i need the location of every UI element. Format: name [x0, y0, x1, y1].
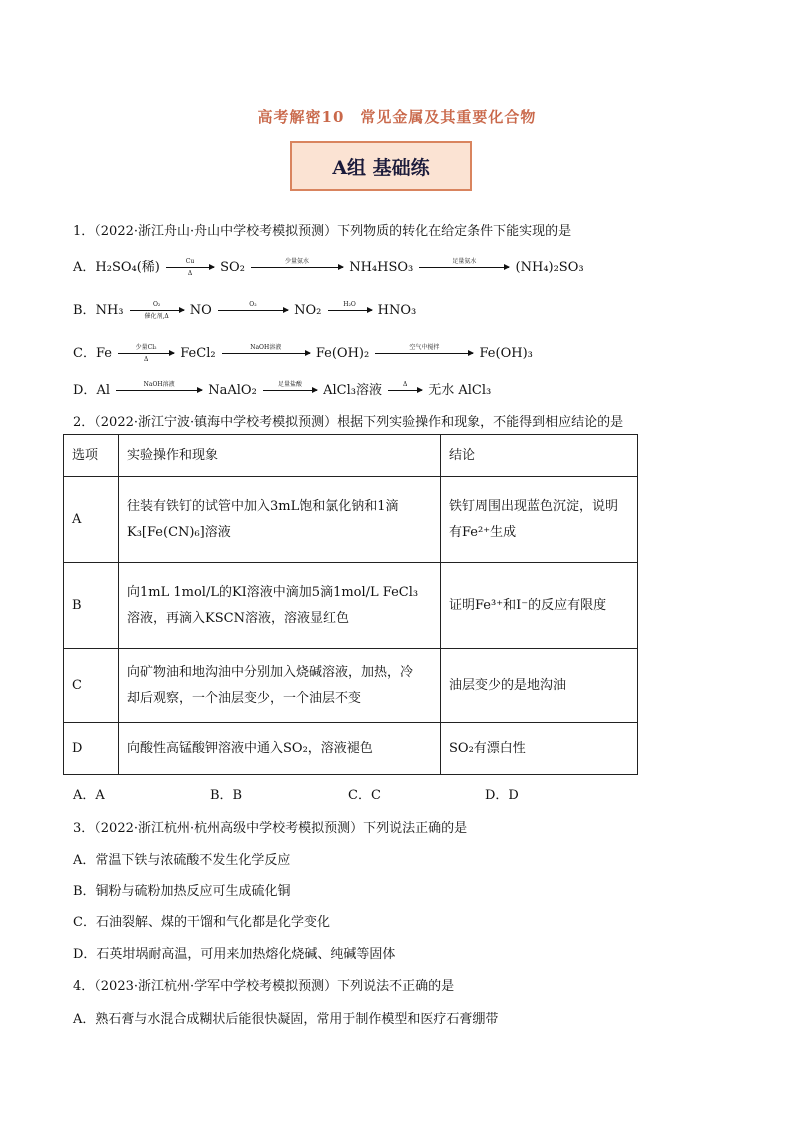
arrow-icon: H₂O [328, 310, 372, 311]
q3-option-a[interactable]: A．常温下铁与浓硫酸不发生化学反应 [73, 853, 291, 868]
arrow-icon: NaOH溶液 [116, 390, 202, 391]
q3-option-d[interactable]: D．石英坩埚耐高温，可用来加热熔化烧碱、纯碱等固体 [73, 947, 396, 962]
arrow-icon: 足量盐酸 [263, 390, 317, 391]
arrow-icon: 空气中搅拌 [375, 353, 473, 354]
q4-stem: 4．（2023·浙江杭州·学军中学校考模拟预测）下列说法不正确的是 [73, 979, 455, 994]
arrow-icon: 少量Cl₂ Δ [118, 353, 174, 354]
q3-option-c[interactable]: C．石油裂解、煤的干馏和气化都是化学变化 [73, 915, 330, 930]
page-title: 高考解密10 常见金属及其重要化合物 [257, 108, 537, 126]
q1-option-b[interactable]: B．NH₃ O₂ 催化剂,Δ NO O₂ NO₂ H₂O HNO₃ [73, 301, 417, 320]
q3-option-b[interactable]: B．铜粉与硫粉加热反应可生成硫化铜 [73, 884, 291, 899]
q1-stem: 1．（2022·浙江舟山·舟山中学校考模拟预测）下列物质的转化在给定条件下能实现的是 [73, 224, 572, 239]
group-label-box: A组 基础练 [290, 141, 472, 191]
q2-option-a[interactable]: A．A [73, 788, 105, 803]
header-operation: 实验操作和现象 [119, 435, 441, 477]
q2-stem: 2．（2022·浙江宁波·镇海中学校考模拟预测）根据下列实验操作和现象，不能得到相应结论的是 [73, 415, 624, 430]
table-row: B 向1mL 1mol/L的KI溶液中滴加5滴1mol/L FeCl₃ 溶液，再滴入KSCN溶液，溶液显红色 证明Fe³⁺和I⁻的反应有限度 [64, 563, 638, 649]
arrow-icon: O₂ [218, 310, 288, 311]
q2-option-c[interactable]: C．C [348, 788, 381, 803]
table-row: C 向矿物油和地沟油中分别加入烧碱溶液，加热，冷 却后观察，一个油层变少，一个油层不变 油层变少的是地沟油 [64, 649, 638, 723]
arrow-icon: 少量氨水 [251, 267, 343, 268]
q1-option-d[interactable]: D．Al NaOH溶液 NaAlO₂ 足量盐酸 AlCl₃溶液 Δ 无水 AlCl₃ [73, 381, 492, 398]
arrow-icon: O₂ 催化剂,Δ [130, 310, 184, 311]
experiment-table [63, 434, 638, 775]
arrow-icon: NaOH溶液 [222, 353, 310, 354]
q1-option-c[interactable]: C．Fe 少量Cl₂ Δ FeCl₂ NaOH溶液 Fe(OH)₂ 空气中搅拌 Fe(OH)₃ [73, 344, 533, 363]
header-conclusion: 结论 [441, 435, 638, 477]
q1-option-a[interactable]: A．H₂SO₄(稀) $\frac{Cu}{\Delta}$ SO₂ 少量氨水 NH₄HSO₃ 足量氨水 (NH₄)₂SO₃ [73, 258, 584, 277]
table-row: A 往装有铁钉的试管中加入3mL饱和氯化钠和1滴 K₃[Fe(CN)₆]溶液 铁钉周围出现蓝色沉淀，说明 有Fe²⁺生成 [64, 477, 638, 563]
q2-option-d[interactable]: D．D [485, 788, 519, 803]
arrow-icon: 足量氨水 [419, 267, 509, 268]
arrow-icon: Δ [388, 390, 422, 391]
q3-stem: 3．（2022·浙江杭州·杭州高级中学校考模拟预测）下列说法正确的是 [73, 821, 468, 836]
arrow-icon: $\frac{Cu}{\Delta}$ [166, 267, 214, 268]
table-header-row [64, 435, 638, 477]
q4-option-a[interactable]: A．熟石膏与水混合成糊状后能很快凝固，常用于制作模型和医疗石膏绷带 [73, 1012, 499, 1027]
q2-option-b[interactable]: B．B [210, 788, 243, 803]
header-option: 选项 [64, 435, 119, 477]
table-row: D 向酸性高锰酸钾溶液中通入SO₂，溶液褪色 SO₂有漂白性 [64, 723, 638, 775]
